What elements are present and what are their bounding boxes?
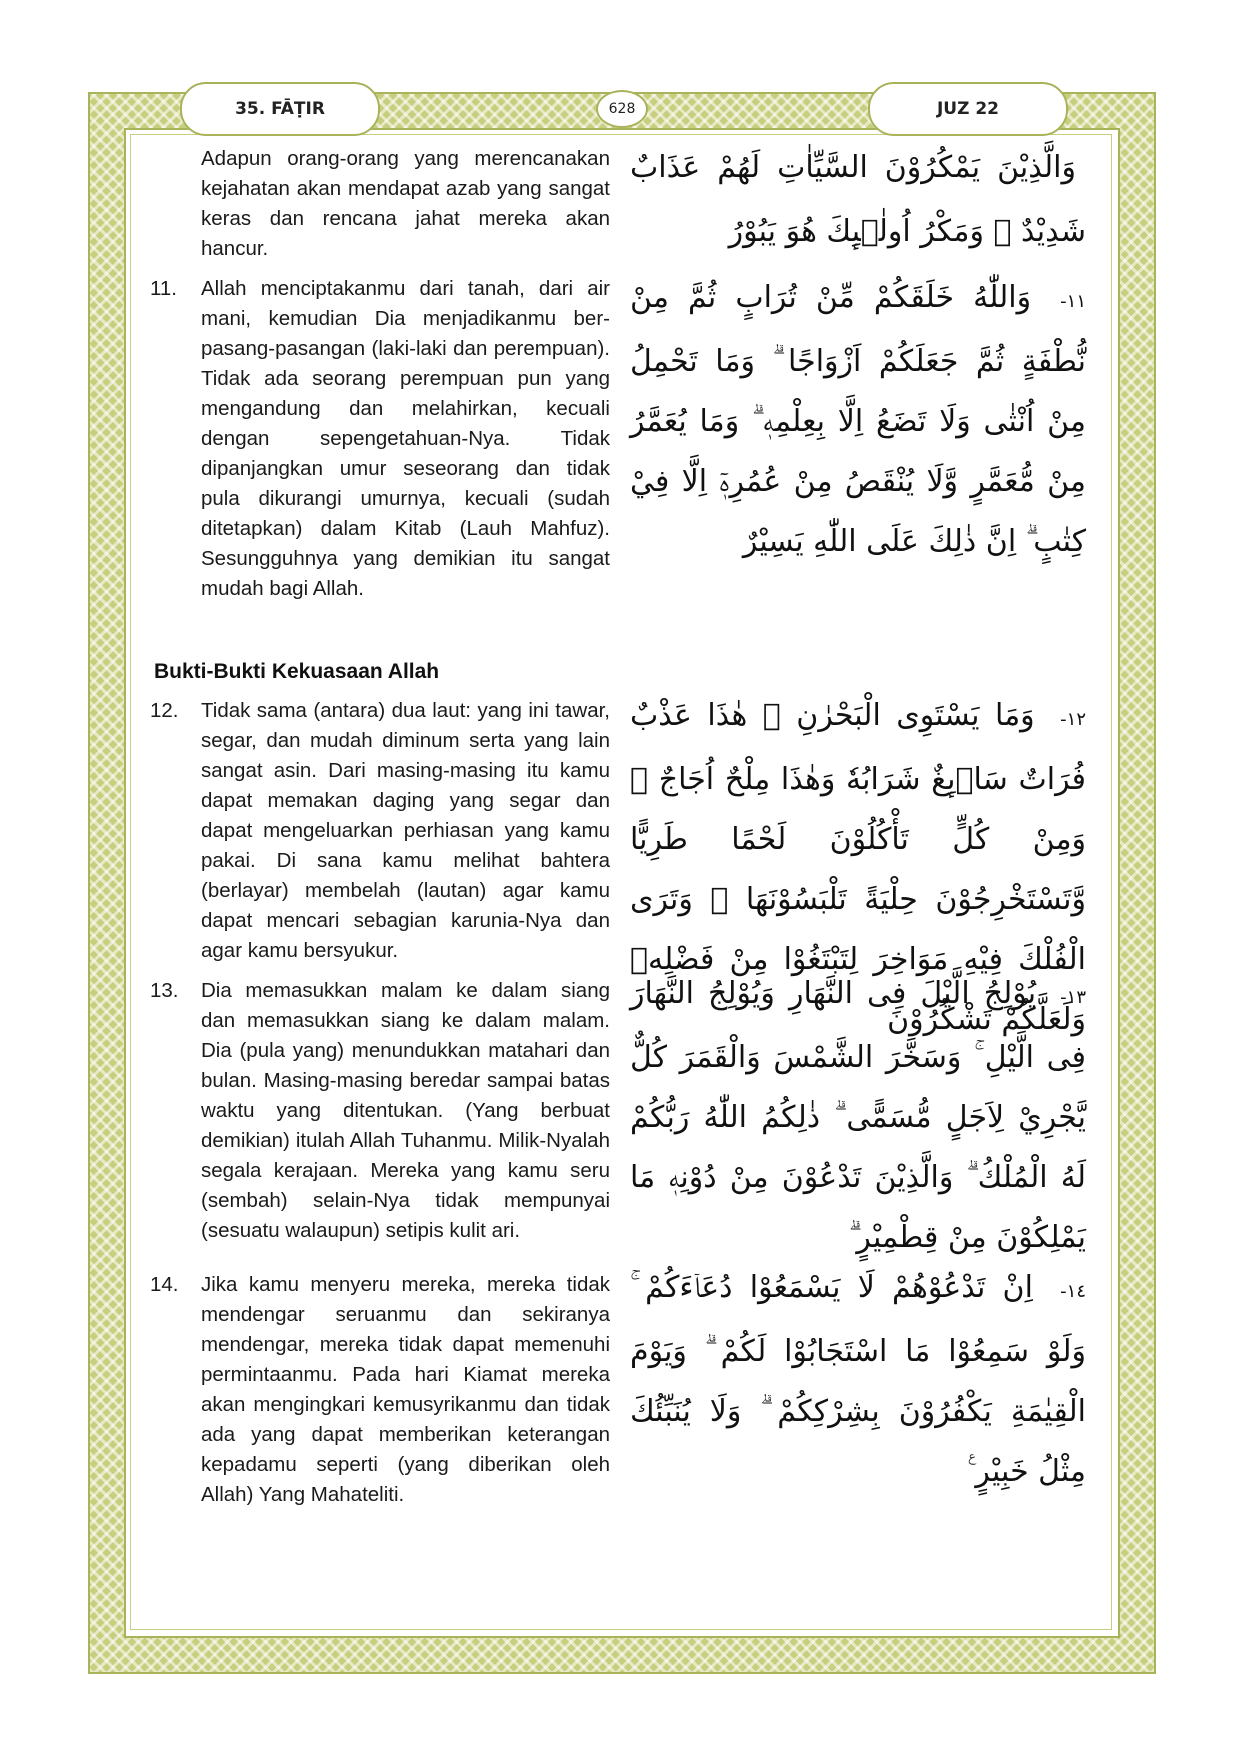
arabic-verse-number: ١٤- [1060,1281,1086,1302]
page-number-badge [596,90,648,128]
arabic-text: اِنْ تَدْعُوْهُمْ لَا يَسْمَعُوْا دُعَاۤءَكُمْ ۚ وَلَوْ سَمِعُوْا مَا اسْتَجَابُوْا لَكُمْ ۗ وَيَوْمَ الْقِيٰمَةِ يَكْفُرُوْنَ بِشِرْكِكُمْ ۗ وَلَا يُنَبِّئُكَ مِثْلُ خَبِيْرٍ ࣖ [630,1270,1086,1489]
arabic-verse-number: ١١- [1060,291,1086,312]
surah-name-badge [180,82,380,136]
translation [150,144,610,264]
translation-text: Adapun orang-orang yang merencanakan kejahatan akan mendapat azab yang sangat keras dan rencana jahat mereka akan hancur. [201,147,610,260]
translation-text: Allah menciptakanmu dari tanah, dari air mani, kemudian Dia menjadikanmu berpasang-pasangan (laki-laki dan perempuan). Tidak ada seorang perempuan pun yang mengandung dan melahirkan, kecuali dengan sepengetahuan-Nya. Tidak dipanjangkan umur seseorang dan tidak pula dikurangi umurnya, kecuali (sudah ditetapkan) dalam Kitab (Lauh Mahfuz). Sesungguhnya yang demikian itu sangat mudah bagi Allah. [201,277,610,600]
page-number: 628 [608,101,636,117]
verse-number: 12. [150,699,179,722]
arabic-text: وَمَا يَسْتَوِى الْبَحْرٰنِ ۖ هٰذَا عَذْبٌ فُرَاتٌ سَاۤىِٕغٌ شَرَابُهٗ وَهٰذَا مِلْحٌ اُجَاجٌ ۗ وَمِنْ كُلٍّ تَأْكُلُوْنَ لَحْمًا طَرِيًّا وَّتَسْتَخْرِجُوْنَ حِلْيَةً تَلْبَسُوْنَهَا ۚ وَتَرَى الْفُلْكَ فِيْهِ مَوَاخِرَ لِتَبْتَغُوْا مِنْ فَضْلِهٖ وَلَعَلَّكُمْ تَشْكُرُوْنَ [630,698,1086,1037]
translation [150,1270,610,1510]
surah-name: 35. FĀṬIR [235,99,325,119]
translation [150,274,610,604]
verse-number: 11. [150,277,177,300]
translation-text: Tidak sama (antara) dua laut: yang ini tawar, segar, dan mudah diminum serta yang lain sangat asin. Dari masing-masing itu kamu dapat memakan daging yang segar dan dapat mengeluarkan perhiasan yang kamu pakai. Di sana kamu melihat bahtera (berlayar) membelah (lautan) agar kamu dapat mencari sebagian karunia-Nya dan agar kamu bersyukur. [201,699,610,962]
arabic-text-block [630,964,1086,1268]
arabic-text-block [630,268,1086,572]
arabic-text-block [630,1258,1086,1502]
arabic-text: يُوْلِجُ الَّيْلَ فِى النَّهَارِ وَيُوْلِجُ النَّهَارَ فِى الَّيْلِ ۚ وَسَخَّرَ الشَّمْسَ وَالْقَمَرَ كُلٌّ يَّجْرِيْ لِاَجَلٍ مُّسَمًّى ۗ ذٰلِكُمُ اللّٰهُ رَبُّكُمْ لَهُ الْمُلْكُ ۗ وَالَّذِيْنَ تَدْعُوْنَ مِنْ دُوْنِهٖ مَا يَمْلِكُوْنَ مِنْ قِطْمِيْرٍ ۗ [630,976,1086,1255]
verse-number: 14. [150,1273,179,1296]
verse-number: 13. [150,979,179,1002]
translation [150,976,610,1246]
arabic-text-block [630,138,1086,262]
translation-text: Dia memasukkan malam ke dalam siang dan memasukkan siang ke dalam malam. Dia (pula yang) menundukkan matahari dan bulan. Masing-masing beredar sampai batas waktu yang ditentukan. (Yang berbuat demikian) itulah Allah Tuhanmu. Milik-Nyalah segala kerajaan. Mereka yang kamu seru (sembah) selain-Nya tidak mempunyai (sesuatu walaupun) setipis kulit ari. [201,979,610,1242]
section-title: Bukti-Bukti Kekuasaan Allah [154,660,440,683]
arabic-text: وَالَّذِيْنَ يَمْكُرُوْنَ السَّيِّاٰتِ لَهُمْ عَذَابٌ شَدِيْدٌ ۗ وَمَكْرُ اُولٰۤىِٕكَ هُوَ يَبُوْرُ [630,150,1086,249]
arabic-verse-number: ١٣- [1060,987,1087,1008]
translation [150,696,610,966]
translation-text: Jika kamu menyeru mereka, mereka tidak mendengar seruanmu dan sekiranya mendengar, mereka tidak dapat memenuhi permintaanmu. Pada hari Kiamat mereka akan mengingkari kemusyrikanmu dan tidak ada yang dapat memberikan keterangan kepadamu seperti (yang diberikan oleh Allah) Yang Mahateliti. [201,1273,610,1506]
arabic-text: وَاللّٰهُ خَلَقَكُمْ مِّنْ تُرَابٍ ثُمَّ مِنْ نُّطْفَةٍ ثُمَّ جَعَلَكُمْ اَزْوَاجًا ۗ وَمَا تَحْمِلُ مِنْ اُنْثٰى وَلَا تَضَعُ اِلَّا بِعِلْمِهٖ ۗ وَمَا يُعَمَّرُ مِنْ مُّعَمَّرٍ وَّلَا يُنْقَصُ مِنْ عُمُرِهٖٓ اِلَّا فِيْ كِتٰبٍ ۗ اِنَّ ذٰلِكَ عَلَى اللّٰهِ يَسِيْرٌ [630,280,1086,559]
arabic-verse-number: ١٢- [1060,709,1086,730]
juz-label: JUZ 22 [936,99,1000,119]
juz-badge [868,82,1068,136]
